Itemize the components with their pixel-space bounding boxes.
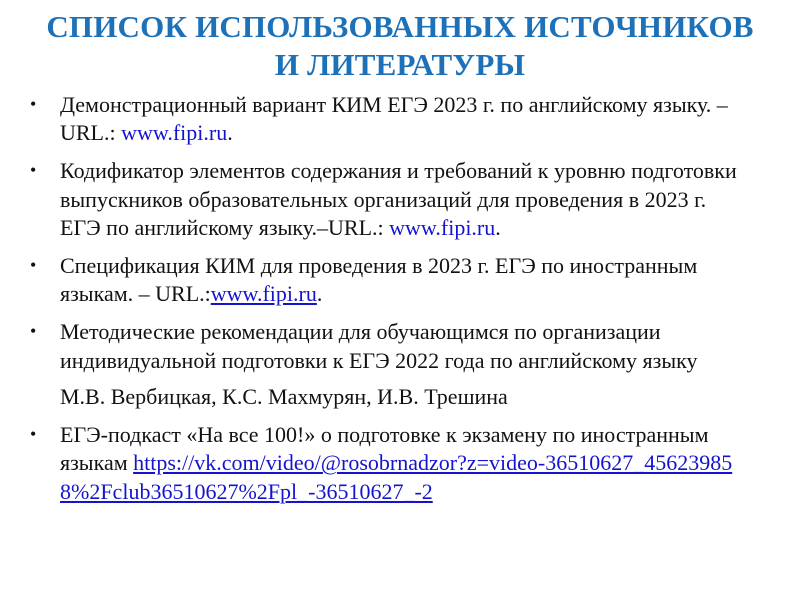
list-item [30, 421, 740, 507]
reference-body: Кодификатор элементов содержания и требований к уровню подготовки выпускников образовательных организаций для проведения в 2023 г. ЕГЭ по английскому языку.–URL.: [60, 158, 737, 241]
reference-text [60, 91, 740, 148]
list-item [30, 91, 740, 148]
fipi-link-underlined[interactable]: www.fipi.ru [210, 281, 317, 307]
fipi-link[interactable]: www.fipi.ru [121, 120, 228, 146]
reference-body: Спецификация КИМ для проведения в 2023 г. ЕГЭ по иностранным языкам. – URL.: [60, 252, 698, 307]
references-list [0, 91, 800, 507]
fipi-link[interactable]: www.fipi.ru [389, 215, 496, 241]
list-item [30, 318, 740, 412]
vk-video-link[interactable]: https://vk.com/video/@rosobrnadzor?z=video-36510627_456239858%2Fclub36510627%2Fpl_-36510627_-2 [60, 450, 733, 504]
reference-text [60, 252, 740, 309]
reference-text [60, 157, 740, 243]
bullet-marker: • [30, 321, 37, 342]
reference-body: ЕГЭ-подкаст «На все 100!» о подготовке к экзамену по иностранным языкам [60, 421, 709, 476]
reference-authors: М.В. Вербицкая, К.С. Махмурян, И.В. Трешина [60, 384, 508, 410]
list-item [30, 157, 740, 243]
reference-punct: . [227, 120, 233, 146]
bullet-marker: • [30, 93, 37, 114]
bullet-marker: • [30, 160, 37, 181]
bullet-marker: • [30, 423, 37, 444]
reference-body: Методические рекомендации для обучающимся по организации индивидуальной подготовки к ЕГЭ 2022 года по английскому языку [60, 319, 698, 373]
title-line-2: И ЛИТЕРАТУРЫ [274, 47, 526, 83]
reference-body: Демонстрационный вариант КИМ ЕГЭ 2023 г. по английскому языку. – URL.: [60, 91, 728, 146]
reference-text [60, 318, 740, 412]
bullet-marker: • [30, 254, 37, 275]
title-line-1: СПИСОК ИСПОЛЬЗОВАННЫХ ИСТОЧНИКОВ [46, 9, 754, 44]
page-title [20, 8, 780, 85]
list-item [30, 252, 740, 309]
reference-punct: . [495, 215, 501, 241]
reference-punct: . [316, 281, 323, 307]
reference-text [60, 421, 740, 507]
